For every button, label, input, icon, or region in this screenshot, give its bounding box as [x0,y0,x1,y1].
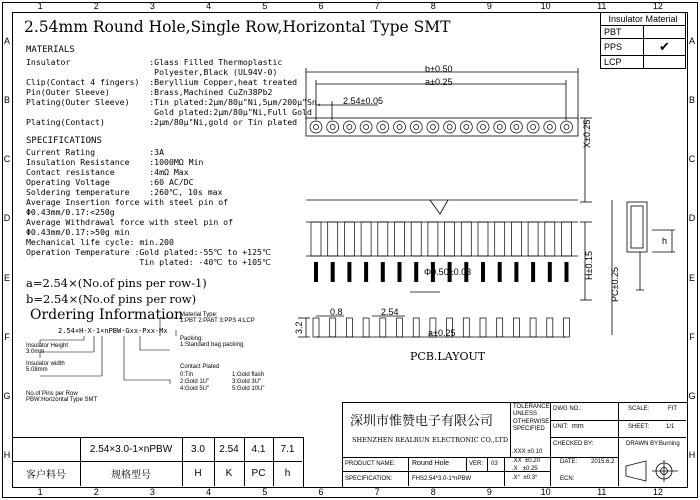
round-hole-inner [481,125,486,130]
ordering-code: 2.54×H-X-1×nPBW-Gxx-Pxx-Mx [58,327,168,335]
ruler-label: 5 [262,487,268,497]
pcb-pad [313,318,319,337]
ruler-label: C [688,154,696,165]
spec-line: Φ0.43mm/0.17:>50g min [26,227,130,237]
plating-option: 4:Gold 5U" [180,386,210,392]
tolerance-note: TOLERANCE UNLESS OTHERWISE SPECIFIED [513,404,550,433]
round-hole-inner [531,125,536,130]
spec-line: Contact resistance :4mΩ Max [26,167,189,177]
pin-tail [565,262,569,282]
round-hole [544,121,556,133]
round-hole-inner [430,125,435,130]
tolerance-item: .XX ±0.20 [512,457,540,464]
unit-label: UNIT: [553,424,568,430]
part-number-value: 2.54×3.0-1×nPBW [89,443,173,455]
materials-line: Clip(Contact 4 fingers) :Beryllium Copper,heat treated [26,77,298,87]
pcb-pad [513,318,519,337]
round-hole-inner [364,125,369,130]
ruler-label: 1 [37,1,43,11]
spec-line: Mechanical life cycle: min.200 [26,237,174,247]
round-hole [310,121,322,133]
round-hole-inner [397,125,402,130]
materials-line: Plating(Outer Sleeve) :Tin plated:2μm/80μ"Ni,5μm/200μ"Sn, [26,97,322,107]
page-title: 2.54mm Round Hole,Single Row,Horizontal Type SMT [24,18,451,36]
ruler-label: F [689,331,695,342]
ordering-heading: Ordering Information [30,307,184,323]
pin-sleeve [461,222,471,256]
k-value: 2.54 [219,443,239,455]
company-name-cn: 深圳市惟赞电子有限公司 [350,414,494,429]
ruler-label: A [3,35,10,46]
pin-sleeve [311,222,321,256]
round-hole [327,121,339,133]
ruler-label: 11 [597,1,607,11]
round-hole [527,121,539,133]
insulator-width-note: Insulator width 5.08mm [26,361,65,373]
pcb-layout-label: PCB.LAYOUT [410,350,486,363]
pin-tail [314,262,318,282]
pcb-dim-254: 2.54 [381,307,399,317]
round-hole-inner [330,125,335,130]
pcb-pad [330,318,336,337]
pin-sleeve [495,222,505,256]
pin-tail [398,262,402,282]
spec-model-label: 规格型号 [111,470,151,481]
checked-by-label: CHECKED BY: [553,441,594,447]
pin-tail [514,262,518,282]
pc-value: 4.1 [251,443,266,455]
material-row: PBT [601,26,644,39]
pin-sleeve [378,222,388,256]
pcb-pad [530,318,536,337]
ecn-label: ECN: [560,476,575,482]
spec-line: Operation Temperature :Gold plated:-55℃ to +125℃ [26,247,272,257]
dim-pc: PC±0.25 [610,267,620,302]
pin-sleeve [545,222,555,256]
ruler-label: 6 [318,487,324,497]
pcb-pad [564,318,570,337]
ruler-label: 10 [540,487,551,497]
ruler-label: E [3,272,10,283]
pin-tail [331,262,335,282]
spec-line: Φ0.43mm/0.17:<250g [26,207,115,217]
plating-option: 0:Tin [180,372,194,378]
pin-tail [414,262,418,282]
plating-option: 3:Gold 3U" [232,379,262,385]
unit-value: mm [572,423,584,430]
round-hole [410,121,422,133]
round-hole-inner [347,125,352,130]
customer-part-label: 客户料号 [26,470,66,481]
ruler-label: G [3,391,11,402]
materials-line: Insulator :Glass Filled Thermoplastic [26,57,283,67]
drawn-by-label: DRAWN BY: [626,441,660,447]
materials-heading: MATERIALS [26,45,75,55]
plating-option: 1:Gold flash [232,372,265,378]
pin-tail [498,262,502,282]
spec-line: Average Withdrawal force with steel pin of [26,217,234,227]
ruler-label: C [3,154,11,165]
ruler-label: D [3,213,11,224]
tolerance-item: .XXX ±0.10 [512,449,543,455]
product-name-value: Round Hole [412,460,449,467]
pcb-pad [480,318,486,337]
ruler-label: 7 [374,1,380,11]
specifications-heading: SPECIFICATIONS [26,136,102,146]
packing-note: Packing: 1:Standard bag packing [180,336,244,348]
dwg-no-label: DWG NO.: [553,406,582,412]
checkmark-icon: ✔ [644,39,686,56]
pcb-pad [380,318,386,337]
tolerance-list [512,448,542,482]
ruler-label: 11 [597,487,607,497]
formula-b: b=2.54×(No.of pins per row) [26,292,197,306]
dim-h: H±0.15 [584,251,594,280]
h-label: H [194,468,202,479]
tolerance-item: .X ±0.25 [512,466,538,472]
pin-sleeve [511,222,521,256]
ruler-label: 4 [206,487,212,497]
ruler-label: B [3,94,10,105]
pcb-pad [413,318,419,337]
pin-sleeve [562,222,572,256]
ruler-label: B [688,94,695,105]
pcb-pad [463,318,469,337]
ruler-label: 8 [430,1,436,11]
spec-line: Average Insertion force with steel pin of [26,197,229,207]
spec-line: Current Rating :3A [26,147,165,157]
ruler-label: 9 [486,487,492,497]
round-hole [427,121,439,133]
pin-tail [347,262,351,282]
spec-line: Operating Voltage :60 AC/DC [26,177,194,187]
material-type-note: Material Type: 1:PBT 2:PA6T 3:PPS 4:LCP [180,312,255,324]
material-table-header: Insulator Material [601,13,686,26]
ruler-label: E [688,272,695,283]
ruler-label: 3 [149,487,155,497]
formula-a: a=2.54×(No.of pins per row-1) [26,276,207,290]
pin-sleeve [344,222,354,256]
ruler-label: H [688,450,696,461]
ver-label: VER: [469,461,484,467]
dim-pitch: 2.54±0.05 [343,96,383,106]
pin-sleeve [478,222,488,256]
dim-a-top: a±0.25 [425,77,453,87]
round-hole [360,121,372,133]
drawn-by-value: Burning [659,441,680,447]
ruler-label: 8 [430,487,436,497]
pcb-pad [397,318,403,337]
date-value: 2015.6.2 [591,459,615,465]
pin-sleeve [445,222,455,256]
dim-b: b±0.50 [425,64,453,74]
pin-tail [548,262,552,282]
ruler-label: 12 [652,1,663,11]
materials-line: Gold plated:2μm/80μ"Ni,Full Gold [26,107,312,117]
round-hole [394,121,406,133]
pc-label: PC [251,468,266,479]
dim-pin: Φ0.50±0.03 [424,267,472,277]
pcb-pad [346,318,352,337]
round-hole-inner [564,125,569,130]
pin-tail [531,262,535,282]
ruler-label: 7 [374,487,380,497]
round-hole [494,121,506,133]
round-hole-inner [447,125,452,130]
ruler-label: 2 [93,487,99,497]
projection-symbol-icon [622,458,682,484]
insulator-height-note: Insulator Height 3.0mm [26,343,69,355]
pin-sleeve [411,222,421,256]
sheet-label: SHEET: [628,424,650,430]
ver-value: 03 [491,461,498,467]
pcb-pad [363,318,369,337]
k-label: K [225,468,233,479]
plating-option: 5:Gold 10U" [232,386,265,392]
pcb-pad [497,318,503,337]
ruler-label: A [688,35,695,46]
round-hole-inner [414,125,419,130]
product-name-label: PRODUCT NAME: [345,461,396,467]
contact-plated-heading: Contact Plated [180,364,220,370]
scale-value: FIT [668,406,677,412]
plating-option: 2:Gold 1U" [180,379,210,385]
round-hole [477,121,489,133]
ruler-label: F [4,331,10,342]
ruler-label: 9 [486,1,492,11]
ruler-label: 3 [149,1,155,11]
round-hole [377,121,389,133]
round-hole-inner [547,125,552,130]
ruler-label: 12 [652,487,663,497]
ruler-label: 10 [540,1,551,11]
pin-sleeve [361,222,371,256]
h-value: 3.0 [191,443,205,455]
side-h-label: h [284,468,291,479]
date-label: DATE: [560,459,578,465]
materials-line: Polyester,Black (UL94V-0) [26,67,278,77]
ruler-label: H [3,450,11,461]
specification-value: FHS2.54*3.0-1*nPBW [412,476,472,482]
ruler-label: D [688,213,696,224]
pcb-pad [547,318,553,337]
pin-sleeve [528,222,538,256]
round-hole-inner [380,125,385,130]
pins-per-row-note: No.of Pins per Row PBW:Horizontal Type SMT [26,391,98,403]
ruler-label: 4 [206,1,212,11]
pin-tail [381,262,385,282]
pin-sleeve [328,222,338,256]
specification-label: SPECIFICATION: [345,476,393,482]
round-hole-inner [314,125,319,130]
round-hole-inner [464,125,469,130]
side-dim-h: h [662,236,668,246]
pin-sleeve [395,222,405,256]
pcb-dim-32: 3.2 [294,321,304,334]
ruler-label: 2 [93,1,99,11]
material-row: LCP [601,56,644,69]
round-hole [561,121,573,133]
round-hole [343,121,355,133]
pin-tail [364,262,368,282]
ruler-label: 5 [262,1,268,11]
materials-line: Plating(Contact) :2μm/80μ"Ni,gold or Tin plated [26,117,298,127]
round-hole-inner [497,125,502,130]
pin-sleeve [428,222,438,256]
spec-line: Insulation Resistance :1000MΩ Min [26,157,204,167]
pin-tail [481,262,485,282]
ruler-label: 6 [318,1,324,11]
tolerance-item: .X° ±0.3° [512,474,538,481]
sheet-value: 1/1 [666,424,675,430]
round-hole [510,121,522,133]
ruler-label: G [688,391,696,402]
dim-x: X±0.25 [582,119,592,148]
company-name-en: SHENZHEN REALRUN ELECTRONIC CO.,LTD [352,436,509,444]
spec-line: Soldering temperature :260℃, 10s max [26,187,223,197]
spec-line: Tin plated: -40℃ to +105℃ [26,257,272,267]
pcb-dim-08: 0.8 [330,307,343,317]
side-h-value: 7.1 [280,443,295,455]
materials-line: Pin(Outer Sleeve) :Brass,Machined CuZn38Pb2 [26,87,273,97]
round-hole-inner [514,125,519,130]
scale-label: SCALE: [628,406,650,412]
round-hole [460,121,472,133]
round-hole [444,121,456,133]
ruler-label: 1 [37,487,43,497]
material-row: PPS [601,39,644,56]
pcb-dim-a: a±0.25 [428,328,456,338]
